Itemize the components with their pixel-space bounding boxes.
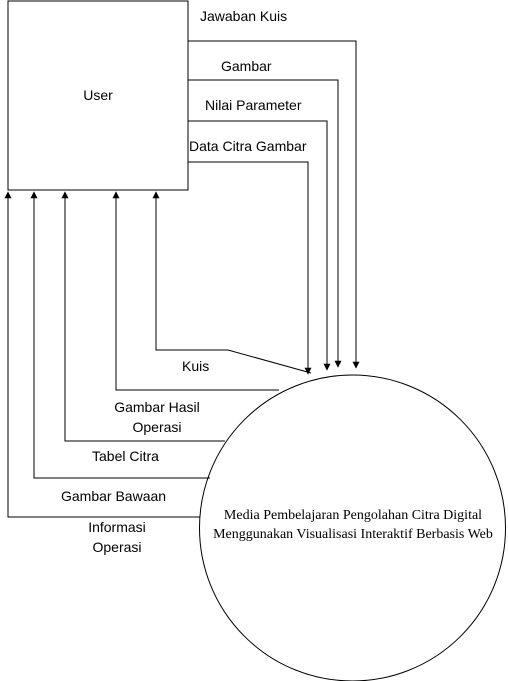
flow-informasi-operasi bbox=[8, 192, 200, 517]
label-gambar: Gambar bbox=[221, 58, 272, 74]
label-jawaban-kuis: Jawaban Kuis bbox=[200, 8, 288, 24]
flow-nilai-parameter bbox=[188, 121, 327, 370]
system-process-label-line2: Menggunakan Visualisasi Interaktif Berbasis Web bbox=[213, 527, 493, 542]
user-entity-label: User bbox=[83, 87, 113, 103]
label-gambar-bawaan: Gambar Bawaan bbox=[61, 488, 167, 504]
flow-kuis bbox=[156, 192, 311, 373]
label-informasi-operasi bbox=[70, 517, 164, 557]
label-data-citra-gambar: Data Citra Gambar bbox=[189, 138, 307, 154]
label-gambar-hasil-operasi bbox=[100, 397, 214, 437]
flow-jawaban-kuis bbox=[188, 41, 356, 368]
label-gambar-hasil-operasi-line2: Operasi bbox=[132, 419, 182, 435]
system-process-label bbox=[200, 506, 506, 544]
flow-data-citra-gambar bbox=[188, 162, 308, 374]
label-kuis: Kuis bbox=[182, 358, 210, 374]
flow-gambar bbox=[188, 80, 338, 367]
label-nilai-parameter: Nilai Parameter bbox=[205, 97, 302, 113]
label-informasi-operasi-line1: Informasi bbox=[88, 519, 146, 535]
label-gambar-hasil-operasi-line1: Gambar Hasil bbox=[114, 399, 200, 415]
label-tabel-citra: Tabel Citra bbox=[92, 448, 159, 464]
system-process-label-line1: Media Pembelajaran Pengolahan Citra Digital bbox=[223, 508, 483, 523]
label-informasi-operasi-line2: Operasi bbox=[92, 539, 142, 555]
